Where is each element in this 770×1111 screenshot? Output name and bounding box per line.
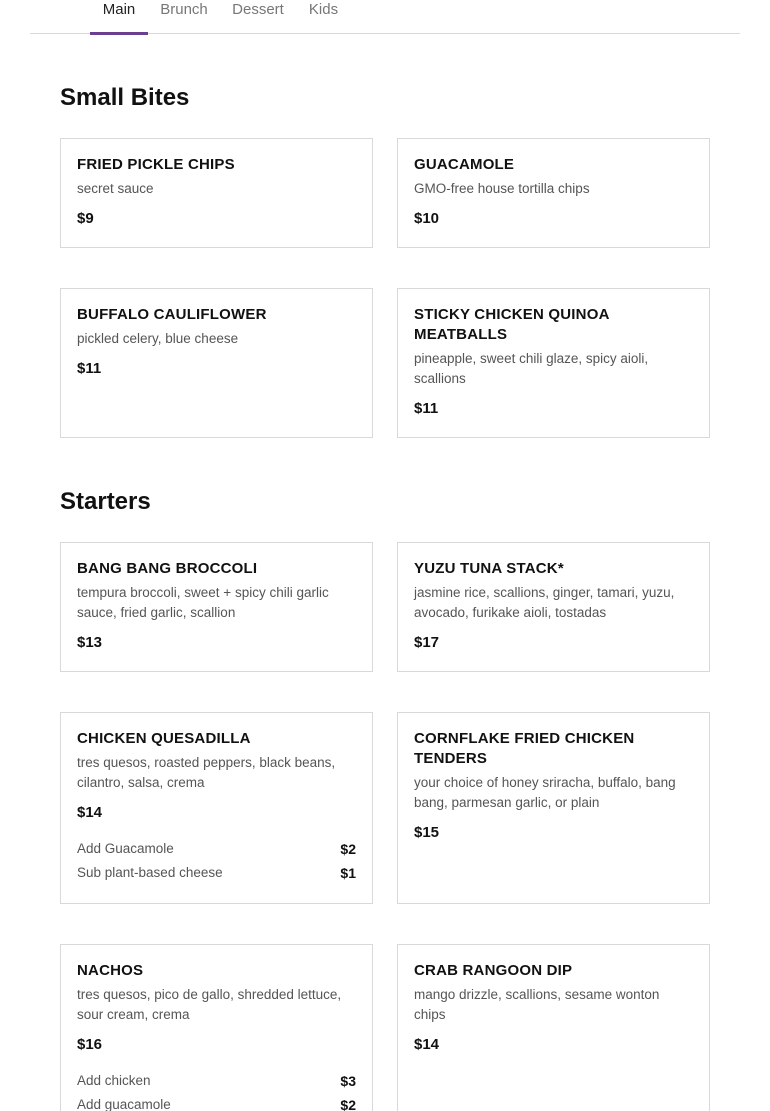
addon-price: $2 [340, 1097, 356, 1111]
item-name: STICKY CHICKEN QUINOA MEATBALLS [414, 306, 610, 343]
item-price: $16 [77, 1036, 103, 1053]
item-name: CORNFLAKE FRIED CHICKEN TENDERS [414, 730, 635, 767]
menu-item-card [397, 542, 710, 672]
item-name: CRAB RANGOON DIP [414, 962, 573, 979]
addon-label: Add guacamole [77, 1097, 171, 1111]
item-description: tempura broccoli, sweet + spicy chili garlic sauce, fried garlic, scallion [77, 585, 329, 620]
addon-label: Add Guacamole [77, 841, 174, 856]
item-description: secret sauce [77, 181, 154, 196]
menu-item-card [397, 944, 710, 1111]
item-description: pickled celery, blue cheese [77, 331, 239, 346]
menu-item-card [60, 542, 373, 672]
item-description: GMO-free house tortilla chips [414, 181, 590, 196]
item-name: BUFFALO CAULIFLOWER [77, 306, 267, 323]
menu-item-card [60, 944, 373, 1111]
tab-brunch[interactable]: Brunch [160, 1, 208, 18]
item-name: GUACAMOLE [414, 156, 515, 173]
item-name: NACHOS [77, 962, 144, 979]
item-addons [77, 837, 356, 885]
section-title-starters: Starters [60, 488, 151, 515]
addon-price: $1 [340, 865, 356, 881]
item-price: $14 [414, 1036, 440, 1053]
item-description: tres quesos, pico de gallo, shredded lettuce, sour cream, crema [77, 987, 342, 1022]
item-price: $10 [414, 210, 440, 227]
menu-item-card [397, 288, 710, 438]
addon-row [77, 861, 356, 885]
addon-price: $2 [340, 841, 356, 857]
item-description: pineapple, sweet chili glaze, spicy aioli, scallions [414, 351, 649, 386]
item-description: mango drizzle, scallions, sesame wonton chips [414, 987, 660, 1022]
item-price: $17 [414, 634, 440, 651]
addon-label: Add chicken [77, 1073, 151, 1088]
item-price: $11 [414, 400, 439, 417]
item-name: CHICKEN QUESADILLA [77, 730, 251, 747]
item-description: your choice of honey sriracha, buffalo, bang bang, parmesan garlic, or plain [414, 775, 676, 810]
item-name: YUZU TUNA STACK* [414, 560, 564, 577]
tab-dessert[interactable]: Dessert [232, 1, 284, 18]
item-price: $11 [77, 360, 102, 377]
item-description: jasmine rice, scallions, ginger, tamari, yuzu, avocado, furikake aioli, tostadas [414, 585, 675, 620]
menu-item-card [397, 138, 710, 248]
section-title-small-bites: Small Bites [60, 84, 190, 111]
tab-main[interactable]: Main [90, 0, 148, 34]
addon-row [77, 1093, 356, 1111]
addon-row [77, 1069, 356, 1093]
item-price: $14 [77, 804, 103, 821]
tab-kids[interactable]: Kids [308, 1, 339, 18]
item-price: $9 [77, 210, 94, 227]
addon-row [77, 837, 356, 861]
menu-tabs [30, 0, 740, 34]
menu-item-card [60, 712, 373, 904]
item-addons [77, 1069, 356, 1111]
item-name: BANG BANG BROCCOLI [77, 560, 258, 577]
item-price: $15 [414, 824, 440, 841]
menu-item-card [60, 138, 373, 248]
menu-item-card [60, 288, 373, 438]
addon-price: $3 [340, 1073, 356, 1089]
item-price: $13 [77, 634, 103, 651]
item-description: tres quesos, roasted peppers, black beans, cilantro, salsa, crema [77, 755, 336, 790]
addon-label: Sub plant-based cheese [77, 865, 223, 880]
menu-item-card [397, 712, 710, 904]
item-name: FRIED PICKLE CHIPS [77, 156, 235, 173]
